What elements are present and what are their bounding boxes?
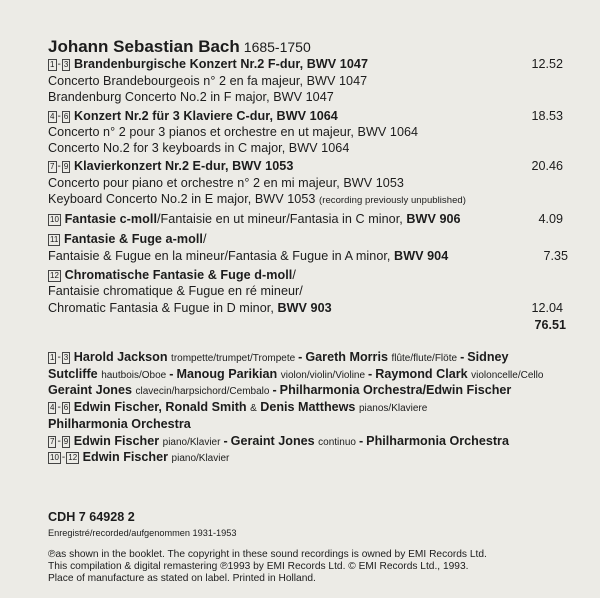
composer-name: Johann Sebastian Bach (48, 37, 240, 56)
work-1-title-de: 1 - 3 Brandenburgische Konzert Nr.2 F-dur, BWV 1047 (50, 57, 369, 71)
performer-name: Gareth Morris (305, 350, 388, 364)
work-1-duration: 12.52 (531, 57, 563, 71)
performer-name: Sidney (467, 350, 509, 364)
catalog-number: CDH 7 64928 2 (48, 510, 135, 524)
track-number: 3 (63, 353, 69, 362)
track-number: 6 (63, 112, 69, 121)
credit-line-2: This compilation & digital remastering ℗1993 by EMI Records Ltd. © EMI Records Ltd., 1993. (48, 561, 469, 572)
work-4-title: 10 Fantasie c-moll/Fantaisie en ut mineur/Fantasia in C minor, BWV 906 (50, 212, 461, 226)
performers-line-2: Sutcliffe hautbois/Oboe - Manoug Parikian violon/violin/Violine - Raymond Clark violoncelle/Cello (48, 367, 544, 381)
credit-line-3: Place of manufacture as stated on label. Printed in Holland. (48, 573, 316, 584)
track-number: 9 (63, 162, 69, 171)
total-duration: 76.51 (534, 318, 566, 332)
work-1-title-fr: Concerto Brandebourgeois n° 2 en fa majeur, BWV 1047 (48, 74, 368, 88)
work-2-duration: 18.53 (531, 109, 563, 123)
recording-note: (recording previously unpublished) (319, 195, 466, 206)
track-number: 10 (50, 453, 59, 462)
credit-line-1: ℗as shown in the booklet. The copyright in these sound recordings is owned by EMI Records Ltd. (48, 549, 487, 560)
work-6-title: 12 Chromatische Fantasie & Fuge d-moll/ (50, 268, 296, 282)
track-number: 1 (50, 353, 55, 362)
performer-name: Raymond Clark (375, 367, 468, 381)
performer-name: Philharmonia Orchestra (48, 417, 191, 431)
performer-name: Denis Matthews (260, 400, 356, 414)
track-number: 11 (50, 235, 59, 244)
track-number: 12 (68, 453, 78, 462)
work-5-duration: 7.35 (543, 249, 568, 263)
performers-line-6: 7 - 9 Edwin Fischer piano/Klavier - Geraint Jones continuo - Philharmonia Orchestra (50, 434, 509, 448)
track-number: 4 (50, 112, 55, 121)
performer-name: Edwin Fischer (82, 450, 169, 464)
work-4-duration: 4.09 (538, 212, 563, 226)
work-6-title-line3: Chromatic Fantasia & Fugue in D minor, BWV 903 (48, 301, 332, 315)
performers-line-7: 10 - 12 Edwin Fischer piano/Klavier (50, 450, 230, 464)
performer-name: Edwin Fischer (73, 434, 160, 448)
work-3-title-fr: Concerto pour piano et orchestre n° 2 en mi majeur, BWV 1053 (48, 176, 404, 190)
work-2-title-fr: Concerto n° 2 pour 3 pianos et orchestre en ut majeur, BWV 1064 (48, 125, 419, 139)
work-5-title-line2: Fantaisie & Fugue en la mineur/Fantasia & Fugue in A minor, BWV 904 (48, 249, 449, 263)
performers-line-5 (48, 417, 191, 431)
track-number: 7 (50, 437, 55, 446)
track-number: 12 (50, 271, 59, 280)
work-3-duration: 20.46 (531, 159, 563, 173)
track-number: 9 (63, 437, 69, 446)
track-number: 7 (50, 162, 55, 171)
composer-years: 1685-1750 (243, 39, 311, 55)
work-1-title-en: Brandenburg Concerto No.2 in F major, BWV 1047 (48, 90, 334, 104)
performers-line-1: 1 - 3 Harold Jackson trompette/trumpet/Trompete - Gareth Morris flûte/flute/Flöte - Sidney (50, 350, 509, 364)
work-2-title-en: Concerto No.2 for 3 keyboards in C major, BWV 1064 (48, 141, 350, 155)
performer-name: Manoug Parikian (176, 367, 278, 381)
recording-dates: Enregistré/recorded/aufgenommen 1931-1953 (48, 528, 237, 538)
track-number: 1 (50, 60, 55, 69)
performer-name: Geraint Jones (230, 434, 315, 448)
work-3-title-de: 7 - 9 Klavierkonzert Nr.2 E-dur, BWV 1053 (50, 159, 294, 173)
composer-heading (48, 37, 311, 57)
work-3-title-en: Keyboard Concerto No.2 in E major, BWV 1053 (recording previously unpublished) (48, 192, 466, 206)
performer-name: Harold Jackson (73, 350, 168, 364)
performers-line-3: Geraint Jones clavecin/harpsichord/Cembalo - Philharmonia Orchestra/Edwin Fischer (48, 383, 512, 397)
work-6-duration: 12.04 (531, 301, 563, 315)
track-number: 6 (63, 403, 69, 412)
track-number: 3 (63, 60, 69, 69)
work-6-title-line2: Fantaisie chromatique & Fugue en ré mineur/ (48, 284, 303, 298)
track-number: 10 (50, 215, 59, 224)
performer-name: Philharmonia Orchestra (366, 434, 509, 448)
work-2-title-de: 4 - 6 Konzert Nr.2 für 3 Klaviere C-dur, BWV 1064 (50, 109, 338, 123)
performers-line-4: 4 - 6 Edwin Fischer, Ronald Smith & Denis Matthews pianos/Klaviere (50, 400, 428, 414)
track-number: 4 (50, 403, 55, 412)
performer-name: Geraint Jones (48, 383, 132, 397)
work-5-title: 11 Fantasie & Fuge a-moll/ (50, 232, 207, 246)
performer-name: Philharmonia Orchestra/Edwin Fischer (279, 383, 512, 397)
performer-name: Edwin Fischer, Ronald Smith (73, 400, 247, 414)
performer-name: Sutcliffe (48, 367, 98, 381)
